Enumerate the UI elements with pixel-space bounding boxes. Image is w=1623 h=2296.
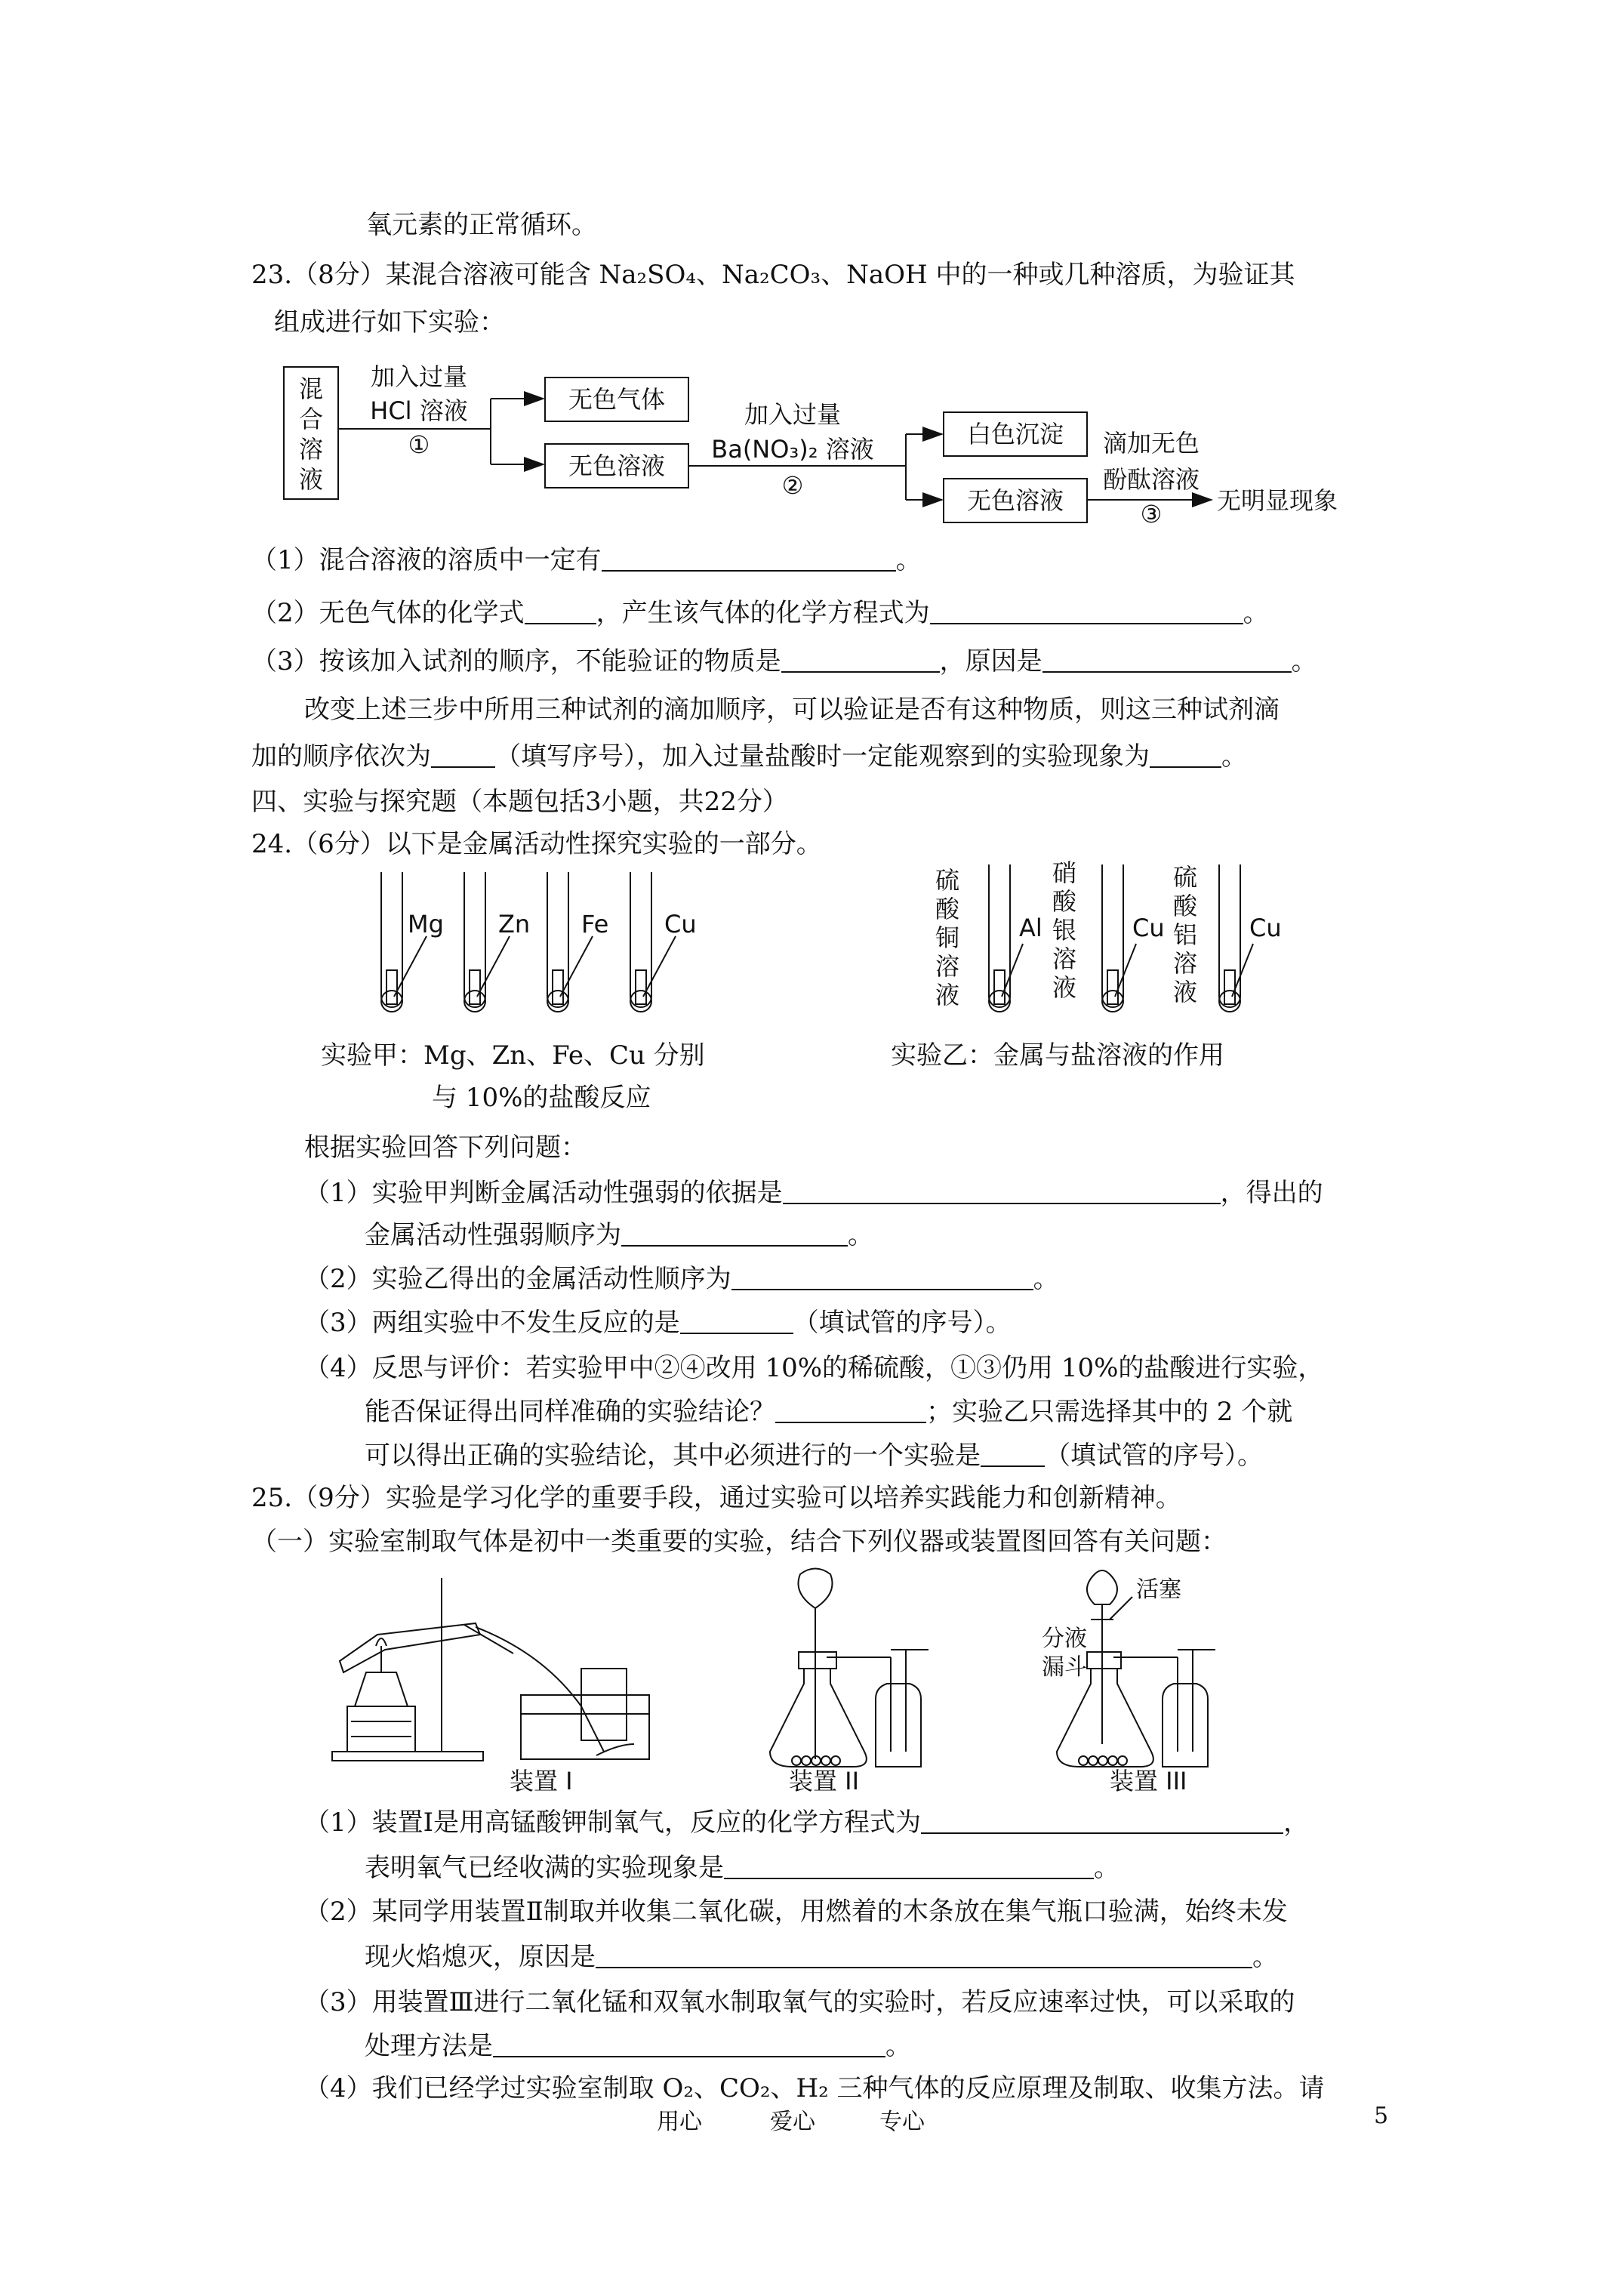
yi-sol-2-1: 硝	[1052, 858, 1077, 887]
answer-blank[interactable]	[921, 1810, 1283, 1834]
answer-blank[interactable]	[621, 1222, 848, 1247]
q25-part3: （3）用装置Ⅲ进行二氧化锰和双氧水制取氧气的实验时，若反应速率过快，可以采取的	[304, 1987, 1295, 2017]
metal-zn: Zn	[498, 910, 531, 938]
flow-step3-num: ③	[1140, 500, 1163, 529]
answer-blank[interactable]	[602, 547, 896, 572]
yi-sol-2-3: 银	[1052, 916, 1077, 945]
answer-blank[interactable]	[431, 744, 495, 768]
flow-step2-num: ②	[781, 471, 804, 500]
yi-sol-2-2: 酸	[1052, 887, 1077, 916]
answer-blank[interactable]	[731, 1266, 1033, 1290]
yi-sol-3-2: 酸	[1172, 892, 1198, 920]
funnel-label-2: 漏斗	[1042, 1654, 1087, 1681]
apparatus-2-label: 装置 II	[789, 1767, 860, 1795]
answer-blank[interactable]	[724, 1855, 1094, 1879]
q24-part4: （4）反思与评价：若实验甲中②④改用 10%的稀硫酸，①③仍用 10%的盐酸进行实验，	[304, 1353, 1324, 1383]
q24-part4-cont2: 可以得出正确的实验结论，其中必须进行的一个实验是 （填试管的序号）。	[365, 1441, 1263, 1471]
footer-item-2: 爱心	[770, 2109, 815, 2135]
yi-sol-1-2: 酸	[935, 895, 960, 923]
flow-start-3: 溶	[298, 435, 324, 464]
q23-flowchart	[272, 355, 1404, 551]
apparatus-figure	[332, 1563, 1495, 1812]
yi-metal-3: Cu	[1249, 914, 1282, 942]
flow-precipitate: 白色沉淀	[966, 420, 1064, 448]
answer-blank[interactable]	[981, 1443, 1045, 1467]
q25-part2-cont: 现火焰熄灭，原因是 。	[365, 1942, 1278, 1972]
yi-sol-3-4: 溶	[1172, 949, 1198, 978]
experiment-yi-tubes	[917, 857, 1340, 1034]
answer-blank[interactable]	[775, 1399, 926, 1423]
flow-step2-l1: 加入过量	[744, 400, 842, 429]
stopcock-label: 活塞	[1136, 1576, 1181, 1603]
apparatus-3-label: 装置 III	[1110, 1767, 1187, 1795]
flow-step1-num: ①	[408, 430, 430, 459]
answer-blank[interactable]	[596, 1944, 1252, 1968]
yi-sol-1-1: 硫	[935, 866, 960, 895]
flow-gas: 无色气体	[568, 385, 666, 414]
q24-part4-cont: 能否保证得出同样准确的实验结论？ ；实验乙只需选择其中的 2 个就	[365, 1397, 1293, 1427]
yi-caption: 实验乙：金属与盐溶液的作用	[891, 1040, 1224, 1071]
metal-mg: Mg	[408, 910, 444, 938]
q25-part3-cont: 处理方法是 。	[365, 2031, 911, 2061]
answer-blank[interactable]	[783, 1180, 1221, 1204]
flow-start-2: 合	[298, 405, 324, 433]
yi-metal-2: Cu	[1132, 914, 1165, 942]
yi-metal-1: Al	[1019, 914, 1042, 942]
answer-blank[interactable]	[930, 600, 1243, 624]
q23-part5: 加的顺序依次为 （填写序号），加入过量盐酸时一定能观察到的实验现象为 。	[251, 741, 1247, 772]
q24-part2: （2）实验乙得出的金属活动性顺序为 。	[304, 1264, 1059, 1294]
metal-cu: Cu	[664, 910, 697, 938]
funnel-label-1: 分液	[1042, 1626, 1087, 1652]
apparatus-1-label: 装置 I	[510, 1767, 573, 1795]
yi-sol-1-4: 溶	[935, 952, 960, 981]
q23-part2: （2）无色气体的化学式 ，产生该气体的化学方程式为 。	[251, 598, 1269, 628]
q25-part4: （4）我们已经学过实验室制取 O₂、CO₂、H₂ 三种气体的反应原理及制取、收集方法。请	[304, 2073, 1325, 2103]
flow-result: 无明显现象	[1217, 486, 1338, 515]
line-continuation: 氧元素的正常循环。	[366, 210, 597, 240]
q24-stem: 24.（6分）以下是金属活动性探究实验的一部分。	[251, 829, 822, 859]
experiment-jia-tubes	[355, 868, 778, 1034]
footer-item-3: 专心	[879, 2109, 925, 2135]
q23-part4: 改变上述三步中所用三种试剂的滴加顺序，可以验证是否有这种物质，则这三种试剂滴	[304, 695, 1280, 725]
footer-item-1: 用心	[657, 2109, 702, 2135]
q24-intro: 根据实验回答下列问题：	[304, 1133, 587, 1163]
jia-caption-1: 实验甲：Mg、Zn、Fe、Cu 分别	[321, 1040, 705, 1071]
flow-start-1: 混	[298, 374, 324, 403]
answer-blank[interactable]	[680, 1310, 793, 1334]
jia-caption-2: 与 10%的盐酸反应	[432, 1083, 651, 1113]
q23-part1: （1）混合溶液的溶质中一定有 。	[251, 545, 922, 575]
yi-sol-1-5: 液	[935, 981, 960, 1009]
q25-section-1: （一）实验室制取气体是初中一类重要的实验，结合下列仪器或装置图回答有关问题：	[251, 1527, 1227, 1557]
metal-fe: Fe	[581, 910, 609, 938]
q23-part3: （3）按该加入试剂的顺序，不能验证的物质是 ，原因是 。	[251, 646, 1317, 676]
answer-blank[interactable]	[781, 649, 940, 673]
flow-step3-l1: 滴加无色	[1102, 429, 1200, 458]
answer-blank[interactable]	[525, 600, 596, 624]
yi-sol-1-3: 铜	[935, 923, 960, 952]
q23-stem-2: 组成进行如下实验：	[274, 307, 505, 337]
flow-step1-l1: 加入过量	[370, 362, 468, 391]
q25-part2: （2）某同学用装置Ⅱ制取并收集二氧化碳，用燃着的木条放在集气瓶口验满，始终未发	[304, 1897, 1288, 1927]
page-number: 5	[1374, 2103, 1389, 2129]
flow-step2-l2: Ba(NO₃)₂ 溶液	[711, 435, 874, 464]
section-4-title: 四、实验与探究题（本题包括3小题，共22分）	[251, 787, 788, 817]
q25-part1: （1）装置Ⅰ是用高锰酸钾制氧气，反应的化学方程式为 ，	[304, 1808, 1310, 1838]
answer-blank[interactable]	[493, 2033, 885, 2057]
yi-sol-3-1: 硫	[1172, 863, 1198, 892]
flow-step1-l2: HCl 溶液	[370, 396, 468, 425]
flow-solution-1: 无色溶液	[568, 451, 666, 480]
flow-solution-2: 无色溶液	[966, 486, 1064, 515]
flow-start-4: 液	[298, 465, 324, 494]
answer-blank[interactable]	[1150, 744, 1221, 768]
yi-sol-2-5: 液	[1052, 973, 1077, 1002]
flow-step3-l2: 酚酞溶液	[1102, 465, 1200, 494]
yi-sol-3-3: 铝	[1172, 920, 1198, 949]
answer-blank[interactable]	[1042, 649, 1292, 673]
q23-stem: 23.（8分）某混合溶液可能含 Na₂SO₄、Na₂CO₃、NaOH 中的一种或几种溶质，为验证其	[251, 260, 1295, 290]
q24-part1-cont: 金属活动性强弱顺序为 。	[365, 1220, 873, 1250]
yi-sol-2-4: 溶	[1052, 945, 1077, 973]
q24-part1: （1）实验甲判断金属活动性强弱的依据是 ，得出的	[304, 1178, 1323, 1208]
q24-part3: （3）两组实验中不发生反应的是 （填试管的序号）。	[304, 1308, 1012, 1338]
q25-part1-cont: 表明氧气已经收满的实验现象是 。	[365, 1853, 1119, 1883]
yi-sol-3-5: 液	[1172, 978, 1198, 1006]
q25-stem: 25.（9分）实验是学习化学的重要手段，通过实验可以培养实践能力和创新精神。	[251, 1483, 1181, 1513]
